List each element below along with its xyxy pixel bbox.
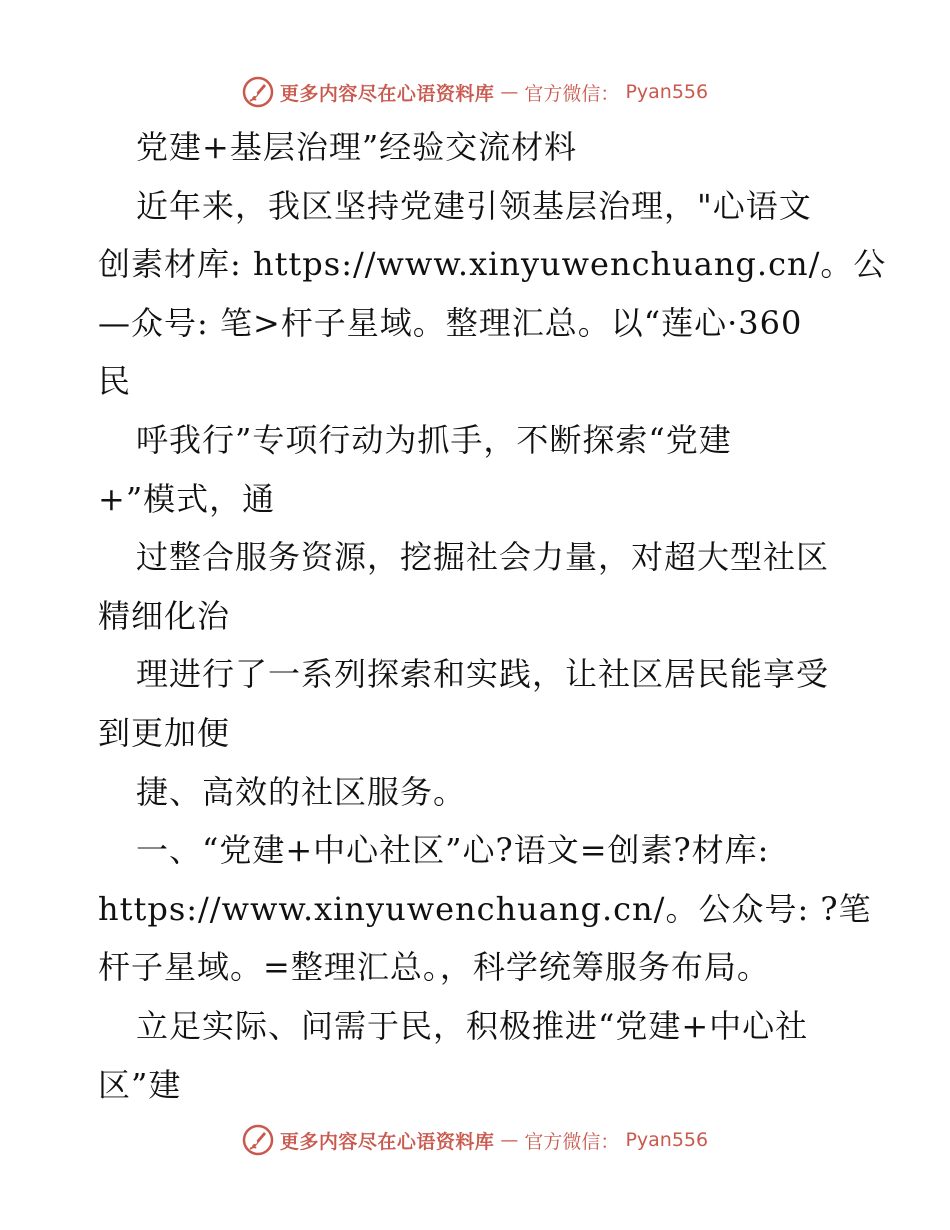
text-line: 立足实际、问需于民，积极推进“党建+中心社 [136, 1006, 809, 1045]
text-line: —众号: 笔>杆子星域。整理汇总。以“莲心·360 [98, 303, 803, 342]
header-watermark [0, 72, 950, 112]
text-line: 近年来，我区坚持党建引领基层治理，"心语文 [136, 186, 812, 225]
watermark-text: 更多内容尽在心语资料库 [279, 1130, 495, 1153]
text-line: https://www.xinyuwenchuang.cn/。公众号: ?笔 [98, 889, 872, 928]
text-line: +”模式，通 [98, 479, 276, 518]
watermark-label: 官方微信： [524, 82, 620, 105]
watermark-separator: — [500, 1129, 519, 1151]
text-line: 创素材库: https://www.xinyuwenchuang.cn/。公 [98, 245, 887, 284]
quill-circle-logo-icon [242, 76, 274, 108]
text-line: 到更加便 [98, 713, 231, 752]
text-line: 过整合服务资源，挖掘社会力量，对超大型社区 [136, 538, 830, 577]
text-line: 杆子星域。=整理汇总。，科学统筹服务布局。 [98, 948, 770, 987]
text-line: 理进行了一系列探索和实践，让社区居民能享受 [136, 655, 830, 694]
watermark-text: 更多内容尽在心语资料库 [279, 82, 495, 105]
text-line: 民 [98, 362, 132, 401]
text-line: 精细化治 [98, 596, 231, 635]
section-heading: 一、“党建+中心社区”心?语文=创素?材库: [136, 831, 770, 870]
text-line: 捷、高效的社区服务。 [136, 772, 467, 811]
text-line: 呼我行”专项行动为抓手，不断探索“党建 [136, 420, 732, 459]
text-line: 区”建 [98, 1065, 182, 1104]
watermark-wechat-id: Pyan556 [625, 81, 709, 103]
watermark-label: 官方微信： [524, 1130, 620, 1153]
footer-watermark [0, 1120, 950, 1160]
watermark-separator: — [500, 81, 519, 103]
document-body [98, 118, 887, 1114]
watermark-wechat-id: Pyan556 [625, 1129, 709, 1151]
quill-circle-logo-icon [242, 1124, 274, 1156]
document-title: 党建+基层治理”经验交流材料 [136, 128, 578, 166]
